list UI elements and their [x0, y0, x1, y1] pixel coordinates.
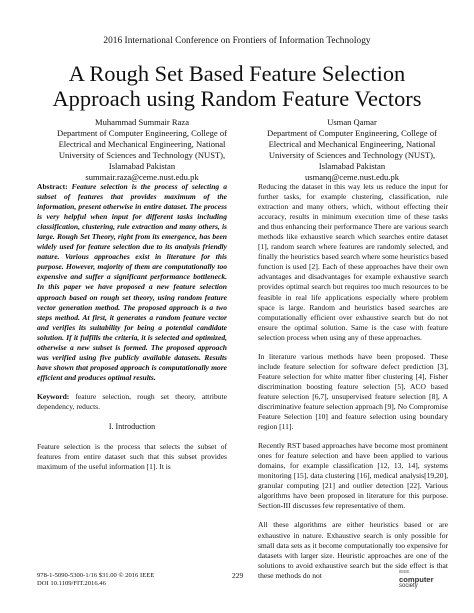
author-affiliation-line: Department of Computer Engineering, College of: [57, 128, 227, 138]
abstract-label: Abstract:: [37, 182, 68, 191]
logo-text: IEEE: [399, 569, 410, 574]
body-paragraph: Recently RST based approaches have become most prominent ones for feature selection and have been applied to various domains, for example classification [12, 13, 14], systems monitoring [15], data clustering [16], medical analysis[19,20], granular computing [21] and outlier detection [22]. Various algorithms have been proposed in literature for this purpose. Section-III discusses few representative of them.: [258, 441, 448, 511]
author-affiliation-line: Islamabad Pakistan: [318, 161, 386, 171]
author-email: summair.raza@ceme.nust.edu.pk: [85, 172, 199, 182]
title-line-2: Approach using Random Feature Vectors: [52, 86, 422, 111]
author-name: Usman Qamar: [327, 117, 377, 127]
keywords: [37, 392, 227, 412]
author-affiliation-line: University of Sciences and Technology (NUST),: [268, 150, 436, 160]
body-paragraph: In literature various methods have been proposed. These include feature selection for software defect prediction [3], Feature selection for white matter fiber clustering [4], Fisher discrimination boosting feature selection [5], ACO based feature selection [6,7], unsupervised feature selection [8], A discriminative feature selection approach [9], No Compromise Feature Selection [10] and feature selection using boundary region [11].: [258, 351, 448, 432]
section-heading-introduction: I. Introduction: [108, 422, 156, 432]
author-name: Muhammad Summair Raza: [95, 117, 189, 127]
body-paragraph: All these algorithms are either heuristics based or are exhaustive in nature. Exhaustive search is only possible for small data sets as it become computationally too expensive for datasets with larger size. Heuristic approaches are one of the solutions to avoid exhaustive search but the side effect is that these methods do not: [258, 520, 448, 580]
logo-text: society: [399, 583, 418, 589]
footer-isbn: 978-1-5090-5300-1/16 $31.00 © 2016 IEEE: [37, 572, 155, 579]
footer-doi: DOI 10.1109/FIT.2016.46: [37, 580, 106, 587]
page-footer: [37, 569, 439, 594]
author-1: [40, 117, 244, 183]
abstract: [37, 182, 227, 383]
author-2: [260, 117, 444, 183]
paper-title: [0, 61, 474, 111]
abstract-body: Feature selection is the process of selecting a subset of features that provides maximum of the information, present otherwise in entire dataset. The process is very helpful when input for different tasks including classification, clustering, rule extraction and many others, is large. Rough Set Theory, right from its emergence, has been widely used for feature selection due to its analysis friendly nature. Various approaches exist in literature for this purpose. However, majority of them are computationally too expensive and suffer a significant performance bottleneck. In this paper we have proposed a new feature selection approach based on rough set theory, using random feature vector generation method. The proposed approach is a two steps method. At first, it generates a random feature vector and verifies its suitability for being a potential candidate solution. If it fulfills the criteria, it is selected and optimized, otherwise a new subset is formed. The proposed approach was verified using five publicly available datasets. Results have shown that proposed approach is computationally more efficient and produces optimal results.: [37, 182, 227, 382]
author-affiliation-line: Department of Computer Engineering, College of: [267, 128, 437, 138]
ieee-computer-society-logo: [399, 568, 439, 592]
author-affiliation-line: University of Sciences and Technology (NUST),: [58, 150, 226, 160]
author-block: [40, 117, 437, 182]
author-affiliation-line: Islamabad Pakistan: [108, 161, 176, 171]
author-affiliation-line: Electrical and Mechanical Engineering, National: [58, 139, 226, 149]
author-email: usmanq@ceme.nust.edu.pk: [304, 172, 400, 182]
page-number: 229: [232, 571, 244, 580]
introduction-paragraph: Feature selection is the process that selects the subset of features from entire dataset such that this subset provides maximum of the useful information [1]. It is: [37, 442, 227, 472]
right-column: [258, 182, 448, 584]
logo-text: computer: [399, 575, 434, 584]
keywords-label: Keyword:: [37, 391, 70, 401]
keywords-body: feature selection, rough set theory, attribute dependency, reducts.: [37, 391, 227, 411]
title-line-1: A Rough Set Based Feature Selection: [68, 61, 406, 86]
body-paragraph: Reducing the dataset in this way lets us reduce the input for further tasks, for example clustering, classification, rule extraction and many others, which, without effecting their accuracy, results in minimum execution time of these tasks and thus enhancing their performance There are various search methods like exhaustive search which searches entire dataset [1], random search where features are randomly selected, and finally the heuristics based search where some heuristics based function is used [2]. Each of these approaches have their own advantages and disadvantages for example exhaustive search provides optimal search but requires too much resources to be feasible in real life applications especially where problem space is large. Random and heuristics based searches are computationally efficient over exhaustive search but do not ensure the optimal solution. Same is the case with feature selection process when using any of these approaches.: [258, 182, 448, 342]
left-column: [37, 182, 227, 472]
conference-header: 2016 International Conference on Frontiers of Information Technology: [103, 36, 371, 46]
author-affiliation-line: Electrical and Mechanical Engineering, National: [268, 139, 436, 149]
footer-publication-info: [37, 572, 154, 588]
